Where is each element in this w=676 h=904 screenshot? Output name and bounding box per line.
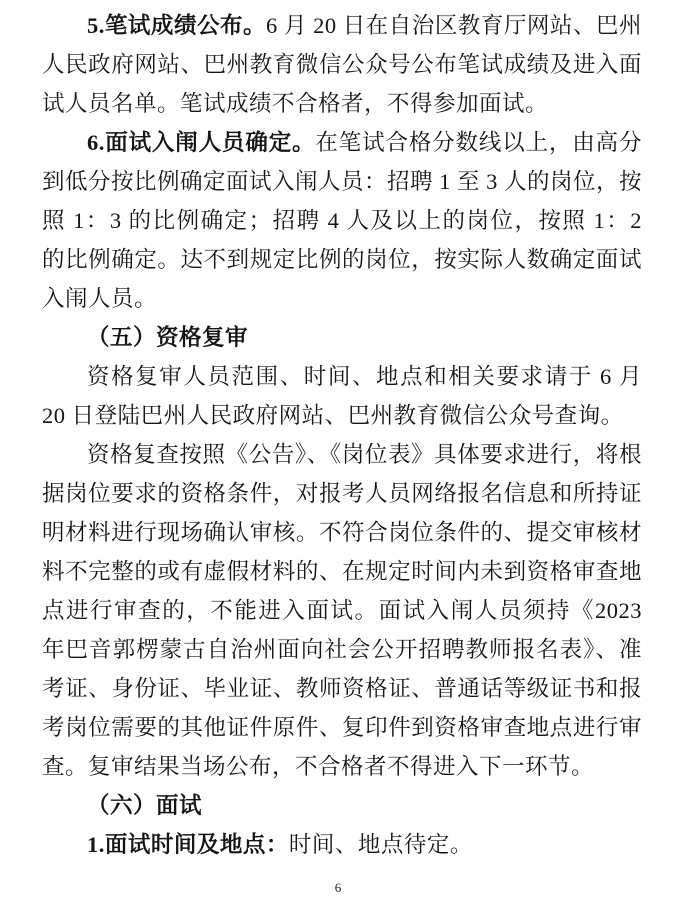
- paragraph-bold-lead: 5.笔试成绩公布。: [87, 13, 267, 38]
- paragraph-bold-lead: 6.面试入闱人员确定。: [87, 130, 316, 155]
- paragraph-text: 资格复查按照《公告》、《岗位表》具体要求进行，将根据岗位要求的资格条件，对报考人员网络报名信息和所持证明材料进行现场确认审核。不符合岗位条件的、提交审核材料不完整的或有虚假材料的、在规定时间内未到资格审查地点进行审查的，不能进入面试。面试入闱人员须持《2023 年巴音郭楞蒙古自治州面向社会公开招聘教师报名表》、准考证、身份证、毕业证、教师资格证、普通话等级证书和报考岗位需要的其他证件原件、复印件到资格审查地点进行审查。复审结果当场公布，不合格者不得进入下一环节。: [42, 442, 642, 779]
- paragraph-text: 6 月 20 日在自治区教育厅网站、巴州人民政府网站、巴州教育微信公众号公布笔试成绩及进入面试人员名单。笔试成绩不合格者，不得参加面试。: [42, 13, 642, 116]
- paragraph-text: 资格复审人员范围、时间、地点和相关要求请于 6 月 20 日登陆巴州人民政府网站、巴州教育微信公众号查询。: [42, 364, 642, 428]
- paragraph-written-test-results: [42, 6, 642, 123]
- paragraph-interview-shortlist: [42, 123, 642, 318]
- paragraph-text: 在笔试合格分数线以上，由高分到低分按比例确定面试入闱人员：招聘 1 至 3 人的岗位，按照 1：3 的比例确定；招聘 4 人及以上的岗位，按照 1：2 的比例确定。达不到规定比例的岗位，按实际人数确定面试入闱人员。: [42, 130, 643, 311]
- paragraph-review-requirements: [42, 435, 642, 786]
- paragraph-bold-lead: 1.面试时间及地点：: [87, 832, 289, 857]
- section-heading-qualification-review: （五）资格复审: [87, 325, 249, 350]
- page-number: 6: [334, 880, 342, 895]
- paragraph-review-scope: [42, 357, 642, 435]
- paragraph-interview-time-place: [42, 825, 642, 864]
- paragraph-text: 时间、地点待定。: [288, 832, 473, 857]
- section-heading-interview: （六）面试: [87, 793, 203, 818]
- document-body: [42, 6, 642, 864]
